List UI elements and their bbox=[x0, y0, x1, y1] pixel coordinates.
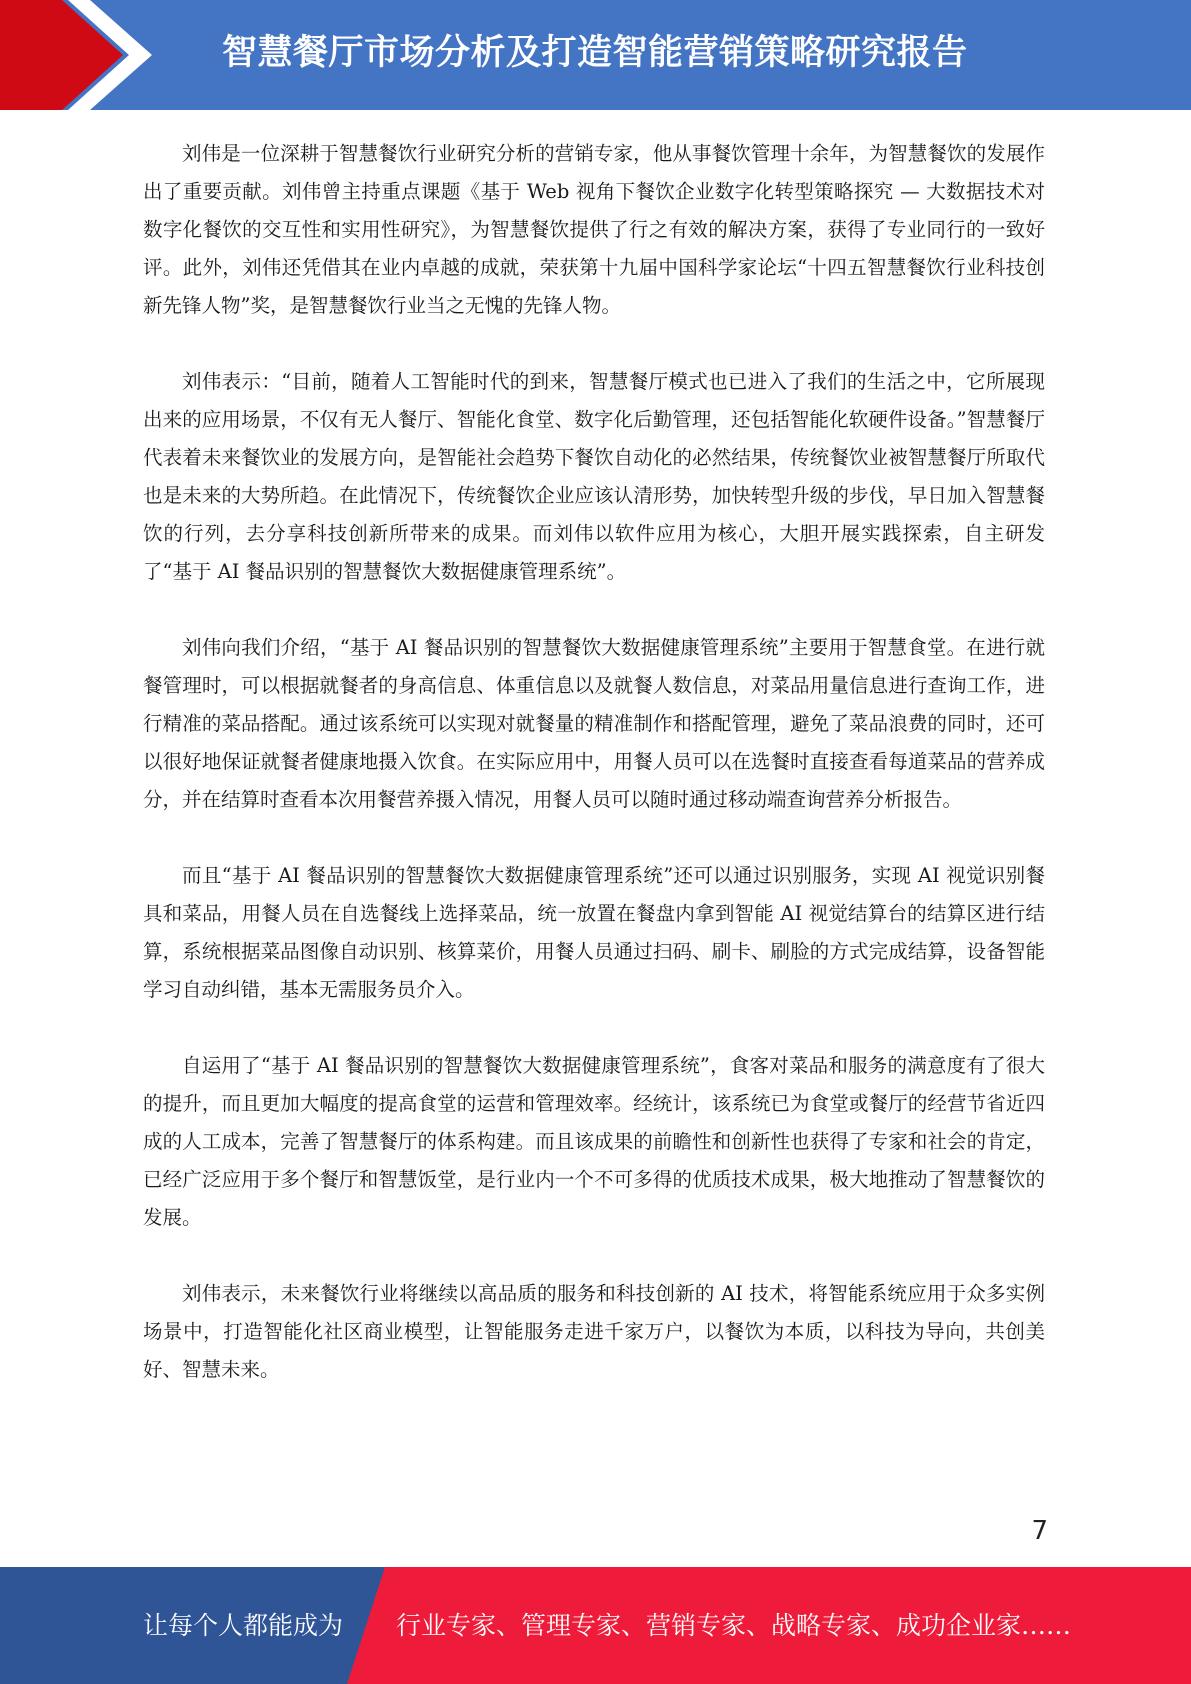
header-banner bbox=[0, 0, 1191, 110]
paragraph-3: 刘伟向我们介绍，“基于 AI 餐品识别的智慧餐饮大数据健康管理系统”主要用于智慧食堂。在进行就餐管理时，可以根据就餐者的身高信息、体重信息以及就餐人数信息，对菜品用量信息进行查询工作，进行精准的菜品搭配。通过该系统可以实现对就餐量的精准制作和搭配管理，避免了菜品浪费的同时，还可以很好地保证就餐者健康地摄入饮食。在实际应用中，用餐人员可以在选餐时直接查看每道菜品的营养成分，并在结算时查看本次用餐营养摄入情况，用餐人员可以随时通过移动端查询营养分析报告。 bbox=[143, 636, 1045, 811]
footer-slogan-left: 让每个人都能成为 bbox=[143, 1611, 344, 1640]
paragraph-4: 而且“基于 AI 餐品识别的智慧餐饮大数据健康管理系统”还可以通过识别服务，实现 AI 视觉识别餐具和菜品，用餐人员在自选餐线上选择菜品，统一放置在餐盘内拿到智能 AI 视觉结算台的结算区进行结算，系统根据菜品图像自动识别、核算菜价，用餐人员通过扫码、刷卡、刷脸的方式完成结算，设备智能学习自动纠错，基本无需服务员介入。 bbox=[143, 864, 1045, 1001]
paragraph-2: 刘伟表示：“目前，随着人工智能时代的到来，智慧餐厅模式也已进入了我们的生活之中，它所展现出来的应用场景，不仅有无人餐厅、智能化食堂、数字化后勤管理，还包括智能化软硬件设备。”智慧餐厅代表着未来餐饮业的发展方向，是智能社会趋势下餐饮自动化的必然结果，传统餐饮业被智慧餐厅所取代也是未来的大势所趋。在此情况下，传统餐饮企业应该认清形势，加快转型升级的步伐，早日加入智慧餐饮的行列，去分享科技创新所带来的成果。而刘伟以软件应用为核心，大胆开展实践探索，自主研发了“基于 AI 餐品识别的智慧餐饮大数据健康管理系统”。 bbox=[143, 370, 1045, 583]
header-arrow-decoration bbox=[0, 0, 160, 110]
article-body bbox=[143, 135, 1045, 1427]
footer-slogan-right: 行业专家、管理专家、营销专家、战略专家、成功企业家…… bbox=[396, 1611, 1072, 1640]
paragraph-6: 刘伟表示，未来餐饮行业将继续以高品质的服务和科技创新的 AI 技术，将智能系统应用于众多实例场景中，打造智能化社区商业模型，让智能服务走进千家万户，以餐饮为本质，以科技为导向，共创美好、智慧未来。 bbox=[143, 1282, 1045, 1381]
paragraph-1: 刘伟是一位深耕于智慧餐饮行业研究分析的营销专家，他从事餐饮管理十余年，为智慧餐饮的发展作出了重要贡献。刘伟曾主持重点课题《基于 Web 视角下餐饮企业数字化转型策略探究 — 大数据技术对数字化餐饮的交互性和实用性研究》，为智慧餐饮提供了行之有效的解决方案，获得了专业同行的一致好评。此外，刘伟还凭借其在业内卓越的成就，荣获第十九届中国科学家论坛“十四五智慧餐饮行业科技创新先锋人物”奖，是智慧餐饮行业当之无愧的先锋人物。 bbox=[143, 142, 1045, 317]
footer-banner bbox=[0, 1567, 1191, 1684]
page-title: 智慧餐厅市场分析及打造智能营销策略研究报告 bbox=[222, 33, 968, 73]
page-number: 7 bbox=[1031, 1516, 1048, 1546]
paragraph-5: 自运用了“基于 AI 餐品识别的智慧餐饮大数据健康管理系统”，食客对菜品和服务的满意度有了很大的提升，而且更加大幅度的提高食堂的运营和管理效率。经统计，该系统已为食堂或餐厅的经营节省近四成的人工成本，完善了智慧餐厅的体系构建。而且该成果的前瞻性和创新性也获得了专家和社会的肯定，已经广泛应用于多个餐厅和智慧饭堂，是行业内一个不可多得的优质技术成果，极大地推动了智慧餐饮的发展。 bbox=[143, 1054, 1045, 1229]
